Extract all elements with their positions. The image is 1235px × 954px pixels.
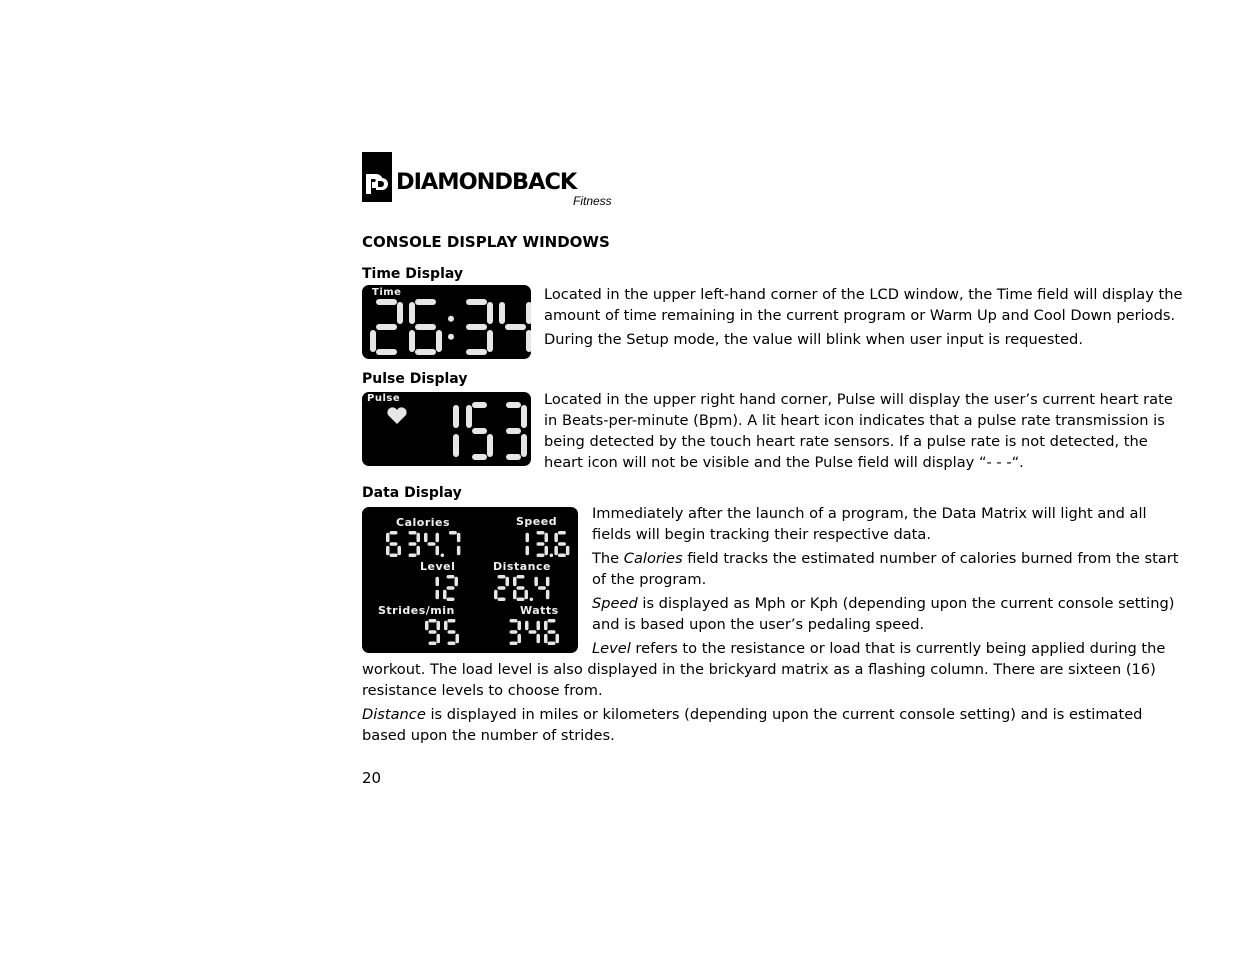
lcd-digit-3-segment [409,531,417,535]
lcd-digit-2-segment [494,590,498,600]
lcd-digit-3-segment [466,324,487,330]
time-lcd-digits [362,285,531,359]
lcd-colon-dot [448,316,454,322]
lcd-digit-6-segment [390,542,398,546]
logo-emblem-icon [362,152,392,202]
lcd-digit-6-segment [390,531,398,535]
lcd-digit-6-segment [409,330,415,352]
lcd-digit-3-segment [487,330,493,352]
lcd-digit-6-segment [409,302,415,324]
lcd-digit-3-segment [537,542,545,546]
lcd-digit-3-segment [510,630,518,634]
lcd-digit-6-segment [554,546,558,556]
lcd-digit-3-segment [537,531,545,535]
lcd-digit-6-segment [415,299,436,305]
lcd-digit-2-segment [370,330,376,352]
lcd-colon-dot [448,334,454,340]
lcd-digit-6-segment [548,630,556,634]
lcd-digit-4-segment [526,330,531,352]
lcd-digit-4-segment [538,586,546,590]
lcd-digit-3-segment [466,299,487,305]
lcd-digit-9-segment [429,619,437,623]
lcd-digit-3-segment [537,554,545,558]
lcd-digit-3-segment [521,434,527,457]
time-paragraph-2: During the Setup mode, the value will blink when user input is requested. [544,331,1083,348]
data-paragraph-distance [362,704,1177,746]
lcd-digit-6-segment [390,554,398,558]
watts-lcd-label: Watts [520,604,559,617]
lcd-digit-2-segment [397,302,403,324]
lcd-digit-3-segment [409,554,417,558]
lcd-digit-9-segment [429,642,437,646]
lcd-digit-5-segment [487,434,493,457]
lcd-digit-6-segment [525,590,529,600]
lcd-digit-6-segment [548,619,556,623]
section-title: CONSOLE DISPLAY WINDOWS [362,233,610,251]
lcd-digit-6-segment [398,546,402,556]
lcd-digit-3-segment [521,405,527,428]
lcd-digit-4-segment [424,533,428,543]
lcd-digit-6-segment [544,621,548,631]
speed-text: is displayed as Mph or Kph (depending upon the current console setting) and is based upon the user’s pedaling speed. [592,595,1175,633]
lcd-digit-4-segment [529,630,537,634]
lcd-digit-6-segment [558,542,566,546]
lcd-digit-2-segment [498,575,506,579]
lcd-digit-5-segment [472,454,487,460]
lcd-digit-3-segment [506,402,521,408]
lcd-digit-6-segment [386,533,390,543]
calories-lcd-label: Calories [396,516,451,529]
lcd-digit-3-segment [510,619,518,623]
speed-lcd-label: Speed [516,515,558,528]
lcd-digit-6-segment [415,324,436,330]
lcd-decimal-point [550,554,554,558]
logo-subtitle: Fitness [573,194,612,208]
data-paragraph-calories: The Calories field tracks the estimated number of calories burned from the start of the program. [592,550,1179,588]
pulse-display-heading: Pulse Display [362,371,468,387]
lcd-digit-5-segment [448,642,456,646]
lcd-digit-6-segment [558,554,566,558]
lcd-digit-3-segment [545,533,549,543]
level-lcd-label: Level [420,560,456,573]
speed-term: Speed [592,595,638,612]
lcd-digit-6-segment [548,642,556,646]
lcd-digit-5-segment [472,428,487,434]
lcd-digit-1-segment [526,546,530,556]
lcd-digit-6-segment [517,586,525,590]
strides-lcd-label: Strides/min [378,604,455,617]
lcd-digit-6-segment [556,634,560,644]
lcd-digit-1-segment [453,434,459,457]
heart-icon [387,407,406,424]
lcd-digit-5-segment [448,630,456,634]
lcd-digit-4-segment [505,324,526,330]
lcd-digit-6-segment [513,577,517,587]
lcd-digit-2-segment [443,590,447,600]
lcd-digit-6-segment [558,531,566,535]
lcd-digit-6-segment [554,533,558,543]
data-paragraph-level-cont: workout. The load level is also displayed in the brickyard matrix as a flashing column. There are sixteen (16) resistance levels to choose from. [362,661,1156,699]
lcd-digit-3-segment [545,546,549,556]
lcd-digit-4-segment [436,546,440,556]
lcd-digit-3-segment [417,533,421,543]
diamondback-logo [362,152,622,210]
lcd-digit-5-segment [466,405,472,428]
lcd-digit-3-segment [466,349,487,355]
lcd-digit-2-segment [447,598,455,602]
calories-text: field tracks the estimated number of calories burned from the start of the program. [592,550,1179,588]
lcd-digit-6-segment [517,575,525,579]
lcd-decimal-point [441,554,445,558]
lcd-digit-4-segment [525,621,529,631]
lcd-digit-4-segment [436,533,440,543]
lcd-digit-4-segment [534,577,538,587]
lcd-digit-2-segment [376,299,397,305]
pulse-lcd-label: Pulse [367,393,401,404]
data-lcd-digits [362,507,578,653]
pulse-lcd-digits [362,392,531,466]
time-lcd-label: Time [372,287,402,298]
lcd-digit-1-segment [453,405,459,428]
time-display-heading: Time Display [362,266,464,282]
lcd-digit-6-segment [436,330,442,352]
lcd-digit-3-segment [417,546,421,556]
pulse-lcd-image [362,392,531,466]
lcd-digit-3-segment [510,642,518,646]
page-number: 20 [362,769,382,787]
calories-term: Calories [623,550,683,567]
level-term: Level [592,640,631,657]
lcd-digit-2-segment [498,598,506,602]
data-matrix-lcd-image [362,507,578,653]
lcd-digit-9-segment [437,621,441,631]
lcd-digit-2-segment [498,586,506,590]
lcd-digit-5-segment [472,402,487,408]
data-paragraph-1: Immediately after the launch of a program, the Data Matrix will light and all fields will begin tracking their respective data. [592,505,1147,543]
distance-text: is displayed in miles or kilometers (depending upon the current console setting) and is estimated based upon the number of strides. [362,706,1143,744]
lcd-digit-6-segment [415,349,436,355]
lcd-digit-4-segment [546,577,550,587]
lcd-digit-2-segment [506,577,510,587]
time-paragraph-1: Located in the upper left-hand corner of the LCD window, the Time field will display the amount of time remaining in the current program or Warm Up and Cool Down periods. [544,286,1183,324]
lcd-digit-2-segment [376,324,397,330]
lcd-digit-2-segment [447,586,455,590]
lcd-digit-3-segment [487,302,493,324]
lcd-digit-4-segment [526,302,531,324]
lcd-digit-4-segment [537,634,541,644]
logo-wordmark: DIAMONDBACK [396,170,577,195]
lcd-digit-3-segment [409,542,417,546]
lcd-digit-3-segment [506,454,521,460]
lcd-digit-4-segment [537,621,541,631]
lcd-digit-2-segment [447,575,455,579]
lcd-digit-5-segment [456,634,460,644]
lcd-digit-4-segment [428,542,436,546]
level-text: refers to the resistance or load that is currently being applied during the [630,640,1166,657]
lcd-digit-6-segment [566,546,570,556]
lcd-digit-7-segment [457,546,461,556]
lcd-digit-5-segment [448,619,456,623]
time-lcd-image [362,285,531,359]
lcd-digit-1-segment [526,533,530,543]
data-paragraph-speed [592,593,1182,635]
data-display-heading: Data Display [362,485,462,501]
data-paragraph-level [592,638,1182,659]
lcd-digit-7-segment [449,531,457,535]
lcd-digit-9-segment [429,630,437,634]
lcd-digit-5-segment [444,621,448,631]
lcd-digit-6-segment [513,590,517,600]
lcd-digit-1-segment [436,590,440,600]
lcd-digit-4-segment [499,302,505,324]
distance-lcd-label: Distance [493,560,551,573]
lcd-digit-9-segment [437,634,441,644]
lcd-digit-3-segment [506,428,521,434]
lcd-digit-6-segment [544,634,548,644]
lcd-decimal-point [530,598,534,602]
distance-term: Distance [362,706,426,723]
pulse-paragraph: Located in the upper right hand corner, Pulse will display the user’s current heart rate in Beats-per-minute (Bpm). A lit heart icon indicates that a pulse rate transmission is being detected by the touch heart rate sensors. If a pulse rate is not detected, the heart icon will not be visible and the Pulse field will display “- - -“. [544,391,1173,471]
lcd-digit-9-segment [425,621,429,631]
lcd-digit-2-segment [455,577,459,587]
lcd-digit-6-segment [517,598,525,602]
lcd-digit-7-segment [457,533,461,543]
lcd-digit-3-segment [518,634,522,644]
lcd-digit-2-segment [376,349,397,355]
lcd-digit-4-segment [546,590,550,600]
lcd-digit-1-segment [436,577,440,587]
lcd-digit-6-segment [386,546,390,556]
lcd-digit-3-segment [518,621,522,631]
